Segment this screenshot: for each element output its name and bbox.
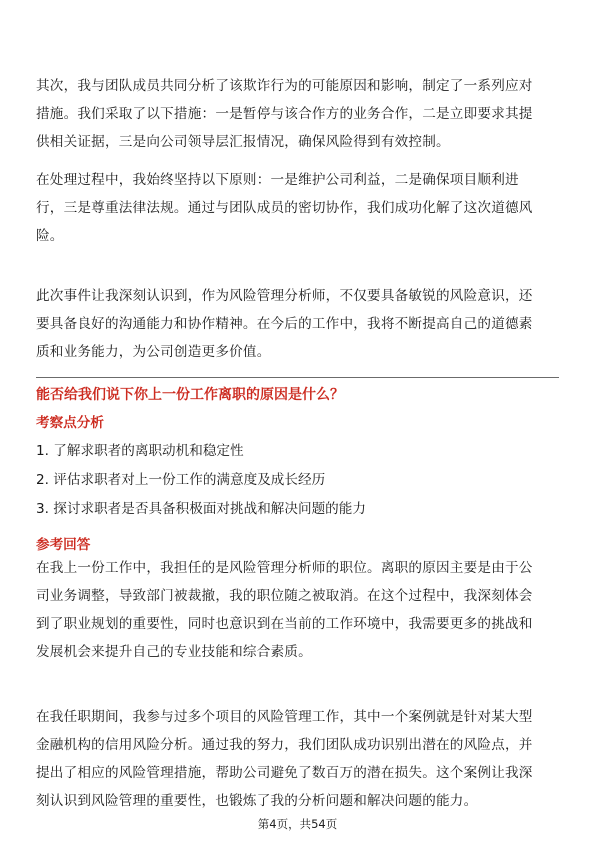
text-line: 在我上一份工作中，我担任的是风险管理分析师的职位。离职的原因主要是由于公	[36, 560, 533, 576]
text-line: 险。	[36, 228, 64, 244]
text-line: 其次，我与团队成员共同分析了该欺诈行为的可能原因和影响，制定了一系列应对	[36, 78, 533, 94]
section-divider	[36, 377, 559, 378]
text-line: 刻认识到风险管理的重要性，也锻炼了我的分析问题和解决问题的能力。	[36, 793, 478, 809]
analysis-item: 1. 了解求职者的离职动机和稳定性	[36, 443, 244, 459]
analysis-item: 3. 探讨求职者是否具备积极面对挑战和解决问题的能力	[36, 501, 366, 517]
paragraph-reflection	[36, 282, 559, 366]
text-line: 司业务调整，导致部门被裁撤，我的职位随之被取消。在这个过程中，我深刻体会	[36, 588, 533, 604]
text-line: 要具备良好的沟通能力和协作精神。在今后的工作中，我将不断提高自己的道德素	[36, 316, 533, 332]
analysis-heading: 考察点分析	[36, 415, 104, 431]
reference-heading: 参考回答	[36, 537, 91, 553]
text-line: 金融机构的信用风险分析。通过我的努力，我们团队成功识别出潜在的风险点，并	[36, 737, 533, 753]
text-line: 措施。我们采取了以下措施：一是暂停与该合作方的业务合作，二是立即要求其提	[36, 106, 533, 122]
paragraph-answer-case	[36, 703, 559, 815]
page-number-footer: 第4页，共54页	[257, 817, 338, 831]
paragraph-answer-reason	[36, 554, 559, 666]
text-line: 行，三是尊重法律法规。通过与团队成员的密切协作，我们成功化解了这次道德风	[36, 200, 533, 216]
text-line: 到了职业规划的重要性，同时也意识到在当前的工作环境中，我需要更多的挑战和	[36, 616, 533, 632]
text-line: 提出了相应的风险管理措施，帮助公司避免了数百万的潜在损失。这个案例让我深	[36, 765, 533, 781]
text-line: 供相关证据，三是向公司领导层汇报情况，确保风险得到有效控制。	[36, 134, 450, 150]
text-line: 发展机会来提升自己的专业技能和综合素质。	[36, 644, 312, 660]
paragraph-principles	[36, 166, 559, 250]
interview-question: 能否给我们说下你上一份工作离职的原因是什么？	[36, 387, 344, 403]
text-line: 在我任职期间，我参与过多个项目的风险管理工作，其中一个案例就是针对某大型	[36, 709, 533, 725]
text-line: 此次事件让我深刻认识到，作为风险管理分析师，不仅要具备敏锐的风险意识，还	[36, 288, 533, 304]
text-line: 在处理过程中，我始终坚持以下原则：一是维护公司利益，二是确保项目顺利进	[36, 172, 519, 188]
text-line: 质和业务能力，为公司创造更多价值。	[36, 344, 271, 360]
analysis-item: 2. 评估求职者对上一份工作的满意度及成长经历	[36, 472, 326, 488]
paragraph-countermeasures	[36, 72, 559, 156]
